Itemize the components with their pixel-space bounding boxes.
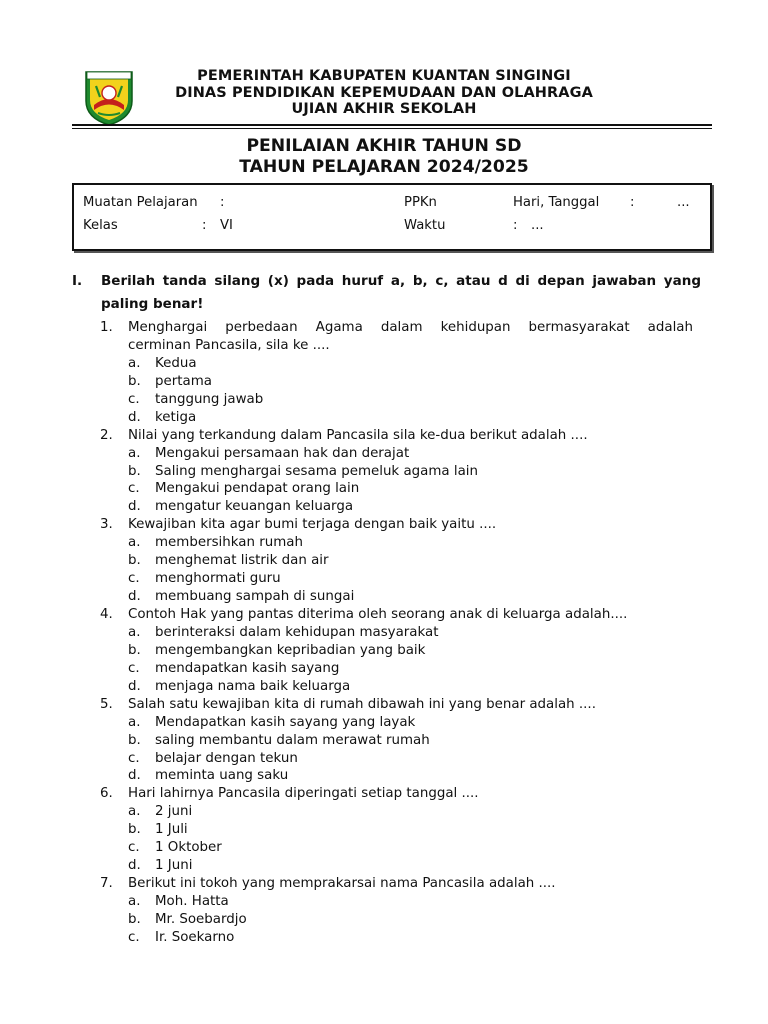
option-letter: a.	[128, 535, 141, 551]
exam-name: UJIAN AKHIR SEKOLAH	[291, 101, 477, 117]
government-name: PEMERINTAH KABUPATEN KUANTAN SINGINGI	[197, 68, 571, 84]
option-letter: d.	[128, 409, 141, 425]
option-letter: a.	[128, 804, 141, 820]
option-text: ketiga	[155, 409, 197, 425]
time-label: Waktu	[404, 218, 446, 233]
exam-info-box	[72, 183, 712, 251]
option-row	[0, 714, 768, 732]
question-list	[0, 319, 768, 947]
option-text: belajar dengan tekun	[155, 750, 298, 766]
question-number: 7.	[100, 876, 113, 892]
option-text: Mengakui persamaan hak dan derajat	[155, 445, 410, 461]
option-row	[0, 732, 768, 750]
option-row	[0, 373, 768, 391]
option-text: 1 Oktober	[155, 840, 222, 856]
option-row	[0, 767, 768, 785]
day-value: ...	[677, 195, 690, 210]
option-letter: a.	[128, 714, 141, 730]
question-row	[0, 696, 768, 714]
question-row	[0, 319, 768, 337]
page-subtitle: TAHUN PELAJARAN 2024/2025	[239, 157, 529, 177]
option-row	[0, 498, 768, 516]
option-row	[0, 821, 768, 839]
option-row	[0, 678, 768, 696]
option-letter: b.	[128, 463, 141, 479]
option-row	[0, 445, 768, 463]
option-letter: b.	[128, 822, 141, 838]
option-text: menjaga nama baik keluarga	[155, 678, 351, 694]
emblem-shield-icon	[84, 69, 134, 127]
option-row	[0, 803, 768, 821]
option-row	[0, 893, 768, 911]
option-text: 1 Juni	[155, 858, 193, 874]
option-row	[0, 660, 768, 678]
option-letter: b.	[128, 911, 141, 927]
option-text: Mengakui pendapat orang lain	[155, 481, 360, 497]
question-row	[0, 606, 768, 624]
question-row	[0, 875, 768, 893]
option-letter: c.	[128, 481, 140, 497]
option-row	[0, 911, 768, 929]
option-row	[0, 929, 768, 947]
option-row	[0, 480, 768, 498]
option-letter: a.	[128, 355, 141, 371]
question-row	[0, 785, 768, 803]
option-text: mendapatkan kasih sayang	[155, 660, 340, 676]
option-text: Mr. Soebardjo	[155, 911, 247, 927]
option-text: mengembangkan kepribadian yang baik	[155, 642, 426, 658]
question-row	[0, 427, 768, 445]
option-letter: c.	[128, 750, 140, 766]
time-value: ...	[531, 218, 544, 233]
option-letter: d.	[128, 768, 141, 784]
option-text: pertama	[155, 373, 212, 389]
option-text: Saling menghargai sesama pemeluk agama lain	[155, 463, 478, 479]
question-number: 4.	[100, 607, 113, 622]
letterhead-divider-thick	[72, 124, 712, 126]
question-text: Berikut ini tokoh yang memprakarsai nama Pancasila adalah ....	[128, 876, 556, 892]
option-letter: d.	[128, 858, 141, 874]
option-row	[0, 391, 768, 409]
question-number: 1.	[100, 320, 113, 335]
letterhead	[150, 68, 618, 118]
question-number: 2.	[100, 427, 113, 443]
option-letter: c.	[128, 391, 140, 407]
option-text: tanggung jawab	[155, 391, 264, 407]
page-title: PENILAIAN AKHIR TAHUN SD	[246, 136, 522, 156]
option-text: Moh. Hatta	[155, 894, 229, 909]
option-row	[0, 750, 768, 768]
option-text: 2 juni	[155, 804, 193, 820]
option-text: menghemat listrik dan air	[155, 553, 329, 569]
option-row	[0, 355, 768, 373]
option-text: menghormati guru	[155, 571, 281, 587]
letterhead-divider-thin	[72, 128, 712, 129]
option-text: membuang sampah di sungai	[155, 589, 355, 605]
option-row	[0, 624, 768, 642]
day-colon: :	[630, 195, 635, 210]
option-text: saling membantu dalam merawat rumah	[155, 732, 430, 748]
option-text: berinteraksi dalam kehidupan masyarakat	[155, 624, 439, 640]
option-letter: a.	[128, 624, 141, 640]
time-colon: :	[513, 218, 518, 233]
option-text: mengatur keuangan keluarga	[155, 499, 354, 515]
question-text: Nilai yang terkandung dalam Pancasila sila ke-dua berikut adalah ....	[128, 427, 588, 443]
section-instruction-text: Berilah tanda silang (x) pada huruf a, b, c, atau d di depan jawaban yang paling benar!	[101, 273, 701, 312]
subject-label: Muatan Pelajaran	[83, 195, 198, 210]
option-letter: a.	[128, 445, 141, 461]
class-label: Kelas	[83, 218, 118, 233]
question-number: 5.	[100, 696, 113, 712]
question-text: Hari lahirnya Pancasila diperingati setiap tanggal ....	[128, 786, 479, 802]
option-letter: c.	[128, 929, 140, 945]
question-row	[0, 516, 768, 534]
option-letter: b.	[128, 553, 141, 569]
question-text: Menghargai perbedaan Agama dalam kehidupan bermasyarakat adalah	[128, 320, 693, 335]
question-text: Contoh Hak yang pantas diterima oleh seorang anak di keluarga adalah....	[128, 607, 628, 622]
question-text: Kewajiban kita agar bumi terjaga dengan baik yaitu ....	[128, 517, 497, 533]
option-text: Kedua	[155, 355, 197, 371]
option-letter: b.	[128, 732, 141, 748]
option-letter: d.	[128, 499, 141, 515]
subject-value: PPKn	[404, 195, 437, 210]
option-row	[0, 642, 768, 660]
question-row-continued	[0, 337, 768, 355]
option-letter: a.	[128, 894, 141, 909]
option-text: Ir. Soekarno	[155, 929, 235, 945]
option-text: 1 Juli	[155, 822, 188, 838]
question-number: 6.	[100, 786, 113, 802]
option-row	[0, 409, 768, 427]
class-colon: :	[202, 218, 207, 233]
regency-emblem-logo	[84, 69, 134, 127]
option-text: meminta uang saku	[155, 768, 289, 784]
subject-colon: :	[220, 195, 225, 210]
question-number: 3.	[100, 517, 113, 533]
option-letter: c.	[128, 660, 140, 676]
option-letter: c.	[128, 840, 140, 856]
day-label: Hari, Tanggal	[513, 195, 600, 210]
option-row	[0, 552, 768, 570]
option-row	[0, 534, 768, 552]
option-letter: b.	[128, 373, 141, 389]
option-row	[0, 839, 768, 857]
option-letter: b.	[128, 642, 141, 658]
department-name: DINAS PENDIDIKAN KEPEMUDAAN DAN OLAHRAGA	[175, 84, 593, 101]
option-letter: d.	[128, 678, 141, 694]
question-text: Salah satu kewajiban kita di rumah dibawah ini yang benar adalah ....	[128, 696, 596, 712]
question-text: cerminan Pancasila, sila ke ....	[128, 337, 330, 353]
option-row	[0, 588, 768, 606]
option-text: membersihkan rumah	[155, 535, 303, 551]
option-text: Mendapatkan kasih sayang yang layak	[155, 714, 416, 730]
class-value: VI	[220, 218, 233, 233]
section-number: I.	[72, 273, 83, 289]
option-row	[0, 857, 768, 875]
option-row	[0, 570, 768, 588]
option-letter: c.	[128, 571, 140, 587]
option-letter: d.	[128, 589, 141, 605]
option-row	[0, 463, 768, 481]
